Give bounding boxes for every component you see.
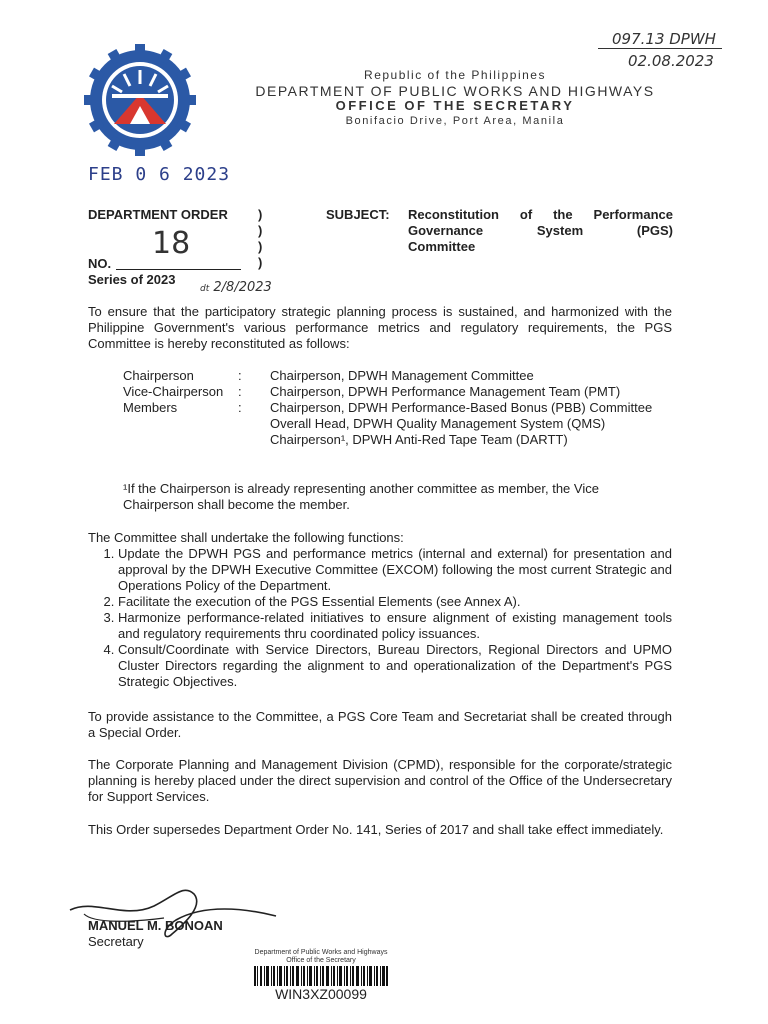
supersedes-paragraph: This Order supersedes Department Order No. 141, Series of 2017 and shall take effect immediately. [88,822,664,837]
header-office: OFFICE OF THE SECRETARY [335,98,575,113]
roster-role: Chairperson [123,368,194,383]
roster-value: Chairperson, DPWH Management Committee [270,368,534,383]
roster-colon: : [238,384,242,399]
handwritten-reference-date: 02.08.2023 [628,52,714,70]
roster-value: Chairperson, DPWH Performance Management Team (PMT) [270,384,621,399]
roster-role: Vice-Chairperson [123,384,224,399]
function-item: 3. Harmonize performance-related initiatives to ensure alignment of existing management tools and regulatory requirements thru coordinated policy issuances. [118,610,672,642]
header-address: Bonifacio Drive, Port Area, Manila [345,115,565,127]
dpwh-logo-icon [84,44,196,156]
handwritten-reference-number: 097.13 DPWH [612,30,716,48]
reference-underline [598,48,722,49]
handwritten-order-number: 18 [152,226,191,261]
department-order-label: DEPARTMENT ORDER [88,207,228,222]
order-series: Series of 2023 [88,272,176,287]
order-no-label: NO. [88,256,112,271]
cpmd-paragraph: The Corporate Planning and Management Division (CPMD), responsible for the corporate/strategic planning is hereby placed under the direct supervision and control of the Office of the Undersecretary for Support Services. [88,757,672,804]
functions-intro: The Committee shall undertake the following functions: [88,530,404,545]
barcode-icon [254,966,388,986]
roster-value: Chairperson¹, DPWH Anti-Red Tape Team (DARTT) [270,432,568,447]
intro-paragraph: To ensure that the participatory strategic planning process is sustained, and harmonized with the Philippine Government's various performance metrics and regulatory requirements, the PGS Committee is hereby reconstituted as follows: [88,304,672,351]
roster-value: Chairperson, DPWH Performance-Based Bonus (PBB) Committee [270,400,653,415]
roster-colon: : [238,368,242,383]
subject-text: Reconstitution of the Performance Governance System (PGS) Committee [408,207,673,254]
roster-colon: : [238,400,242,415]
footnote: ¹If the Chairperson is already representing another committee as member, the Vice Chairperson shall become the member. [123,481,599,512]
order-parentheses: ) ) ) ) [258,207,263,270]
signatory-name: MANUEL M. BONOAN [88,918,223,933]
handwritten-order-date: dt 2/8/2023 [200,280,272,295]
header-republic: Republic of the Philippines [364,68,546,82]
receiving-stamp-line1: Department of Public Works and Highways [254,949,388,956]
core-team-paragraph: To provide assistance to the Committee, a PGS Core Team and Secretariat shall be created through a Special Order. [88,709,672,740]
date-stamp: FEB 0 6 2023 [88,164,231,185]
receiving-code: WIN3XZ00099 [275,986,367,1002]
receiving-stamp-line2: Office of the Secretary [286,957,356,964]
header-department: DEPARTMENT OF PUBLIC WORKS AND HIGHWAYS [255,83,655,99]
function-item: 4. Consult/Coordinate with Service Directors, Bureau Directors, Regional Directors and UPMO Cluster Directors regarding the alignment to and operationalization of the Department's PGS Strategic Objectives. [118,642,672,690]
functions-list [96,546,672,690]
signatory-title: Secretary [88,934,144,949]
subject-label: SUBJECT: [326,207,390,222]
order-no-underline [116,269,241,270]
function-item: 1. Update the DPWH PGS and performance metrics (internal and external) for presentation and approval by the DPWH Executive Committee (EXCOM) following the most current Strategic and Operations Policy of the Department. [118,546,672,594]
roster-role: Members [123,400,178,415]
roster-value: Overall Head, DPWH Quality Management System (QMS) [270,416,606,431]
function-item: 2. Facilitate the execution of the PGS Essential Elements (see Annex A). [118,594,672,610]
